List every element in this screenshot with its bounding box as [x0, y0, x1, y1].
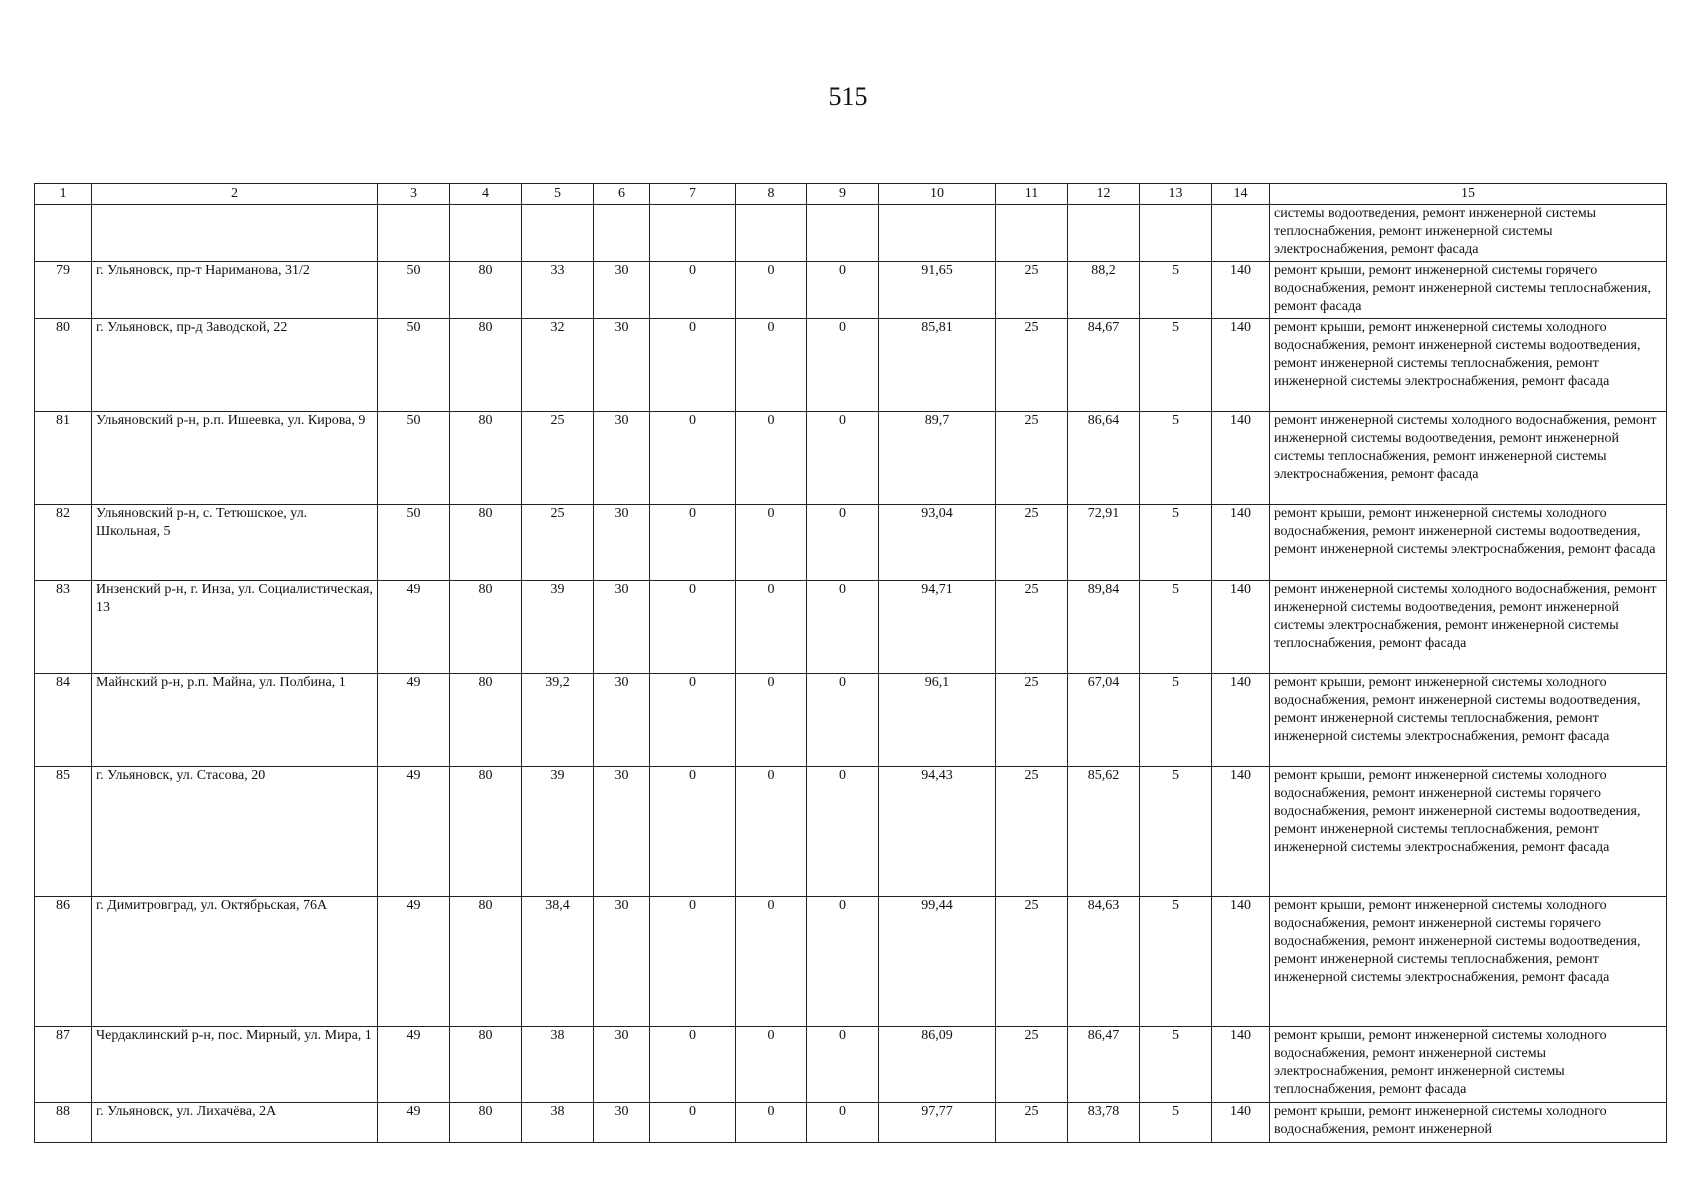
value-cell: 80 — [450, 262, 522, 319]
value-cell: 30 — [594, 581, 650, 674]
address-cell: Ульяновский р-н, р.п. Ишеевка, ул. Кирова, 9 — [92, 412, 378, 505]
value-cell: 0 — [807, 412, 879, 505]
column-header: 6 — [594, 184, 650, 205]
value-cell: 0 — [736, 505, 807, 581]
empty-cell — [378, 205, 450, 262]
table-row — [35, 262, 1667, 319]
page-number: 515 — [828, 82, 868, 111]
value-cell: 30 — [594, 897, 650, 1027]
empty-cell — [736, 205, 807, 262]
value-cell: 39 — [522, 767, 594, 897]
value-cell: 89,84 — [1068, 581, 1140, 674]
row-number-cell: 84 — [35, 674, 92, 767]
value-cell: 49 — [378, 1103, 450, 1143]
value-cell: 140 — [1212, 767, 1270, 897]
value-cell: 49 — [378, 581, 450, 674]
value-cell: 25 — [996, 897, 1068, 1027]
value-cell: 0 — [650, 412, 736, 505]
value-cell: 25 — [996, 262, 1068, 319]
row-number-cell: 80 — [35, 319, 92, 412]
address-cell: г. Ульяновск, ул. Лихачёва, 2А — [92, 1103, 378, 1143]
column-header: 3 — [378, 184, 450, 205]
value-cell: 0 — [650, 1103, 736, 1143]
column-header: 13 — [1140, 184, 1212, 205]
value-cell: 140 — [1212, 897, 1270, 1027]
value-cell: 91,65 — [879, 262, 996, 319]
address-cell: г. Димитровград, ул. Октябрьская, 76А — [92, 897, 378, 1027]
value-cell: 0 — [807, 505, 879, 581]
value-cell: 49 — [378, 897, 450, 1027]
work-description-cell: ремонт крыши, ремонт инженерной системы горячего водоснабжения, ремонт инженерной системы теплоснабжения, ремонт фасада — [1270, 262, 1667, 319]
column-number-header-row — [35, 184, 1667, 205]
value-cell: 5 — [1140, 412, 1212, 505]
value-cell: 30 — [594, 674, 650, 767]
value-cell: 0 — [650, 674, 736, 767]
work-description-cell: ремонт крыши, ремонт инженерной системы холодного водоснабжения, ремонт инженерной системы горячего водоснабжения, ремонт инженерной системы водоотведения, ремонт инженерной системы теплоснабжения, ремонт инженерной системы электроснабжения, ремонт фасада — [1270, 897, 1667, 1027]
continuation-row — [35, 205, 1667, 262]
value-cell: 88,2 — [1068, 262, 1140, 319]
value-cell: 140 — [1212, 1027, 1270, 1103]
value-cell: 0 — [650, 319, 736, 412]
row-number-cell: 81 — [35, 412, 92, 505]
work-description-cell: ремонт крыши, ремонт инженерной системы холодного водоснабжения, ремонт инженерной — [1270, 1103, 1667, 1143]
address-cell: г. Ульяновск, пр-т Нариманова, 31/2 — [92, 262, 378, 319]
value-cell: 25 — [996, 581, 1068, 674]
value-cell: 38 — [522, 1027, 594, 1103]
value-cell: 25 — [996, 1027, 1068, 1103]
value-cell: 30 — [594, 319, 650, 412]
value-cell: 0 — [807, 1103, 879, 1143]
value-cell: 5 — [1140, 505, 1212, 581]
column-header: 1 — [35, 184, 92, 205]
address-cell: Инзенский р-н, г. Инза, ул. Социалистическая, 13 — [92, 581, 378, 674]
value-cell: 83,78 — [1068, 1103, 1140, 1143]
row-number-cell: 82 — [35, 505, 92, 581]
value-cell: 85,62 — [1068, 767, 1140, 897]
work-description-cell: ремонт крыши, ремонт инженерной системы холодного водоснабжения, ремонт инженерной системы водоотведения, ремонт инженерной системы теплоснабжения, ремонт инженерной системы электроснабжения, ремонт фасада — [1270, 319, 1667, 412]
value-cell: 0 — [650, 505, 736, 581]
work-description-cell: ремонт инженерной системы холодного водоснабжения, ремонт инженерной системы водоотведения, ремонт инженерной системы электроснабжения, ремонт инженерной системы теплоснабжения, ремонт фасада — [1270, 581, 1667, 674]
value-cell: 30 — [594, 1027, 650, 1103]
table-row — [35, 897, 1667, 1027]
value-cell: 38 — [522, 1103, 594, 1143]
value-cell: 85,81 — [879, 319, 996, 412]
value-cell: 50 — [378, 505, 450, 581]
empty-cell — [35, 205, 92, 262]
table-row — [35, 767, 1667, 897]
value-cell: 0 — [736, 767, 807, 897]
value-cell: 80 — [450, 1027, 522, 1103]
value-cell: 97,77 — [879, 1103, 996, 1143]
value-cell: 94,43 — [879, 767, 996, 897]
row-number-cell: 79 — [35, 262, 92, 319]
column-header: 11 — [996, 184, 1068, 205]
value-cell: 50 — [378, 319, 450, 412]
value-cell: 89,7 — [879, 412, 996, 505]
table-row — [35, 412, 1667, 505]
value-cell: 5 — [1140, 319, 1212, 412]
value-cell: 140 — [1212, 262, 1270, 319]
value-cell: 25 — [996, 1103, 1068, 1143]
value-cell: 99,44 — [879, 897, 996, 1027]
address-cell: г. Ульяновск, пр-д Заводской, 22 — [92, 319, 378, 412]
value-cell: 80 — [450, 505, 522, 581]
value-cell: 86,64 — [1068, 412, 1140, 505]
value-cell: 0 — [650, 767, 736, 897]
value-cell: 84,63 — [1068, 897, 1140, 1027]
column-header: 8 — [736, 184, 807, 205]
work-description-cell: ремонт крыши, ремонт инженерной системы холодного водоснабжения, ремонт инженерной системы горячего водоснабжения, ремонт инженерной системы водоотведения, ремонт инженерной системы теплоснабжения, ремонт инженерной системы электроснабжения, ремонт фасада — [1270, 767, 1667, 897]
value-cell: 80 — [450, 412, 522, 505]
value-cell: 5 — [1140, 897, 1212, 1027]
column-header: 9 — [807, 184, 879, 205]
value-cell: 50 — [378, 412, 450, 505]
address-cell: Чердаклинский р-н, пос. Мирный, ул. Мира, 1 — [92, 1027, 378, 1103]
value-cell: 33 — [522, 262, 594, 319]
column-header: 14 — [1212, 184, 1270, 205]
value-cell: 140 — [1212, 319, 1270, 412]
empty-cell — [1140, 205, 1212, 262]
value-cell: 30 — [594, 767, 650, 897]
value-cell: 140 — [1212, 412, 1270, 505]
value-cell: 0 — [650, 262, 736, 319]
column-header: 7 — [650, 184, 736, 205]
value-cell: 30 — [594, 262, 650, 319]
value-cell: 0 — [807, 897, 879, 1027]
value-cell: 0 — [807, 319, 879, 412]
value-cell: 80 — [450, 767, 522, 897]
value-cell: 30 — [594, 505, 650, 581]
value-cell: 80 — [450, 674, 522, 767]
row-number-cell: 87 — [35, 1027, 92, 1103]
value-cell: 25 — [522, 412, 594, 505]
value-cell: 25 — [996, 412, 1068, 505]
value-cell: 84,67 — [1068, 319, 1140, 412]
empty-cell — [450, 205, 522, 262]
empty-cell — [92, 205, 378, 262]
empty-cell — [996, 205, 1068, 262]
value-cell: 94,71 — [879, 581, 996, 674]
work-description-cell: ремонт крыши, ремонт инженерной системы холодного водоснабжения, ремонт инженерной системы электроснабжения, ремонт инженерной системы теплоснабжения, ремонт фасада — [1270, 1027, 1667, 1103]
value-cell: 0 — [736, 412, 807, 505]
row-number-cell: 88 — [35, 1103, 92, 1143]
column-header: 10 — [879, 184, 996, 205]
value-cell: 0 — [807, 581, 879, 674]
value-cell: 5 — [1140, 262, 1212, 319]
table-row — [35, 581, 1667, 674]
value-cell: 80 — [450, 1103, 522, 1143]
value-cell: 5 — [1140, 1103, 1212, 1143]
value-cell: 0 — [736, 1027, 807, 1103]
value-cell: 49 — [378, 767, 450, 897]
column-header: 4 — [450, 184, 522, 205]
value-cell: 5 — [1140, 674, 1212, 767]
value-cell: 0 — [736, 319, 807, 412]
value-cell: 5 — [1140, 581, 1212, 674]
value-cell: 0 — [650, 897, 736, 1027]
value-cell: 96,1 — [879, 674, 996, 767]
value-cell: 38,4 — [522, 897, 594, 1027]
table-row — [35, 505, 1667, 581]
empty-cell — [1068, 205, 1140, 262]
value-cell: 80 — [450, 581, 522, 674]
row-number-cell: 83 — [35, 581, 92, 674]
empty-cell — [594, 205, 650, 262]
empty-cell — [1212, 205, 1270, 262]
column-header: 5 — [522, 184, 594, 205]
value-cell: 30 — [594, 412, 650, 505]
value-cell: 140 — [1212, 1103, 1270, 1143]
value-cell: 140 — [1212, 581, 1270, 674]
empty-cell — [807, 205, 879, 262]
value-cell: 0 — [807, 262, 879, 319]
value-cell: 0 — [736, 262, 807, 319]
value-cell: 25 — [522, 505, 594, 581]
value-cell: 0 — [736, 581, 807, 674]
value-cell: 49 — [378, 1027, 450, 1103]
work-description-cell: ремонт крыши, ремонт инженерной системы холодного водоснабжения, ремонт инженерной системы водоотведения, ремонт инженерной системы электроснабжения, ремонт фасада — [1270, 505, 1667, 581]
value-cell: 140 — [1212, 674, 1270, 767]
value-cell: 0 — [736, 674, 807, 767]
value-cell: 72,91 — [1068, 505, 1140, 581]
address-cell: г. Ульяновск, ул. Стасова, 20 — [92, 767, 378, 897]
work-description-cell: ремонт инженерной системы холодного водоснабжения, ремонт инженерной системы водоотведения, ремонт инженерной системы теплоснабжения, ремонт инженерной системы электроснабжения, ремонт фасада — [1270, 412, 1667, 505]
table-row — [35, 319, 1667, 412]
value-cell: 32 — [522, 319, 594, 412]
value-cell: 0 — [807, 1027, 879, 1103]
table-row — [35, 674, 1667, 767]
value-cell: 0 — [736, 1103, 807, 1143]
work-description-cell: ремонт крыши, ремонт инженерной системы холодного водоснабжения, ремонт инженерной системы водоотведения, ремонт инженерной системы теплоснабжения, ремонт инженерной системы электроснабжения, ремонт фасада — [1270, 674, 1667, 767]
column-header: 12 — [1068, 184, 1140, 205]
value-cell: 25 — [996, 319, 1068, 412]
row-number-cell: 85 — [35, 767, 92, 897]
table-row — [35, 1103, 1667, 1143]
value-cell: 5 — [1140, 1027, 1212, 1103]
value-cell: 50 — [378, 262, 450, 319]
housing-repair-table — [34, 183, 1667, 1143]
value-cell: 0 — [807, 767, 879, 897]
value-cell: 93,04 — [879, 505, 996, 581]
address-cell: Ульяновский р-н, с. Тетюшское, ул. Школьная, 5 — [92, 505, 378, 581]
value-cell: 80 — [450, 319, 522, 412]
table-row — [35, 1027, 1667, 1103]
empty-cell — [879, 205, 996, 262]
value-cell: 49 — [378, 674, 450, 767]
value-cell: 67,04 — [1068, 674, 1140, 767]
value-cell: 25 — [996, 767, 1068, 897]
value-cell: 140 — [1212, 505, 1270, 581]
empty-cell — [650, 205, 736, 262]
value-cell: 39 — [522, 581, 594, 674]
value-cell: 25 — [996, 505, 1068, 581]
value-cell: 0 — [736, 897, 807, 1027]
address-cell: Майнский р-н, р.п. Майна, ул. Полбина, 1 — [92, 674, 378, 767]
column-header: 15 — [1270, 184, 1667, 205]
work-description-cell: системы водоотведения, ремонт инженерной системы теплоснабжения, ремонт инженерной системы электроснабжения, ремонт фасада — [1270, 205, 1667, 262]
value-cell: 39,2 — [522, 674, 594, 767]
value-cell: 0 — [650, 1027, 736, 1103]
value-cell: 80 — [450, 897, 522, 1027]
column-header: 2 — [92, 184, 378, 205]
value-cell: 0 — [650, 581, 736, 674]
row-number-cell: 86 — [35, 897, 92, 1027]
empty-cell — [522, 205, 594, 262]
value-cell: 25 — [996, 674, 1068, 767]
value-cell: 0 — [807, 674, 879, 767]
value-cell: 30 — [594, 1103, 650, 1143]
value-cell: 86,09 — [879, 1027, 996, 1103]
value-cell: 86,47 — [1068, 1027, 1140, 1103]
value-cell: 5 — [1140, 767, 1212, 897]
